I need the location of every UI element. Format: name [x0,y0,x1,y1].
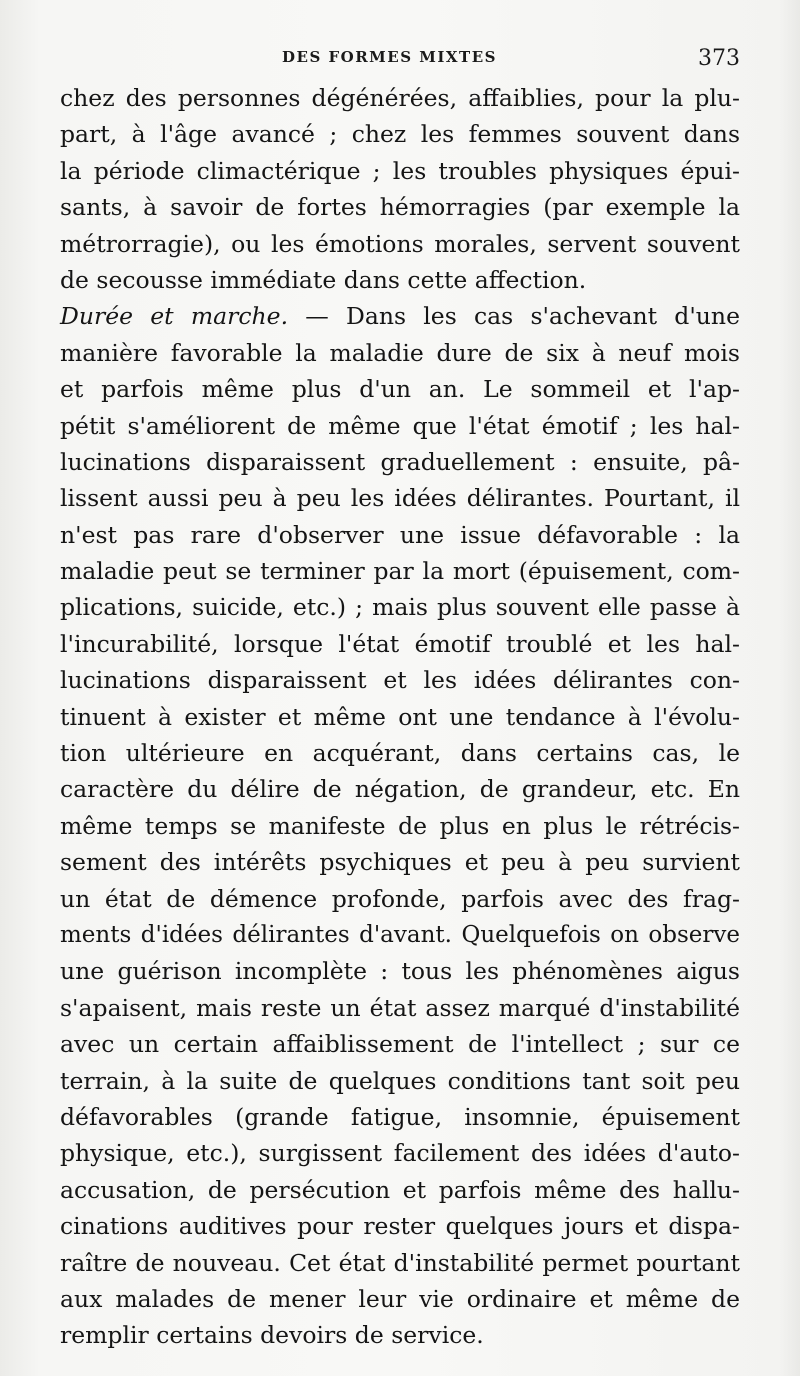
text-line: caractère du délire de négation, de grandeur, etc. En [60,775,740,804]
text-line: l'incurabilité, lorsque l'état émotif troublé et les hal- [60,629,740,658]
text-line: tinuent à exister et même ont une tendance à l'évolu- [60,702,740,731]
text-line: remplir certains devoirs de service. [60,1321,484,1350]
text-line: la période climactérique ; les troubles physiques épui- [60,156,740,185]
text-line: physique, etc.), surgissent facilement des idées d'auto- [60,1139,740,1168]
text-line: accusation, de persécution et parfois même des hallu- [60,1175,740,1204]
text-line: terrain, à la suite de quelques conditions tant soit peu [60,1066,740,1095]
body-text [60,80,740,1354]
text-line: manière favorable la maladie dure de six à neuf mois [60,338,740,367]
section-heading: Durée et marche. [60,302,289,331]
text-line: maladie peut se terminer par la mort (épuisement, com- [60,557,740,586]
text-line: lucinations disparaissent et les idées délirantes con- [60,666,740,695]
text-line: métrorragie), ou les émotions morales, servent souvent [60,229,740,258]
text-line: part, à l'âge avancé ; chez les femmes souvent dans [60,120,740,149]
text-line: sement des intérêts psychiques et peu à peu survient [60,848,740,877]
text-line: lissent aussi peu à peu les idées délirantes. Pourtant, il [60,484,740,513]
running-title: DES FORMES MIXTES [282,48,497,66]
text-line: un état de démence profonde, parfois avec des frag- [60,884,740,913]
text-line: cinations auditives pour rester quelques jours et dispa- [60,1212,740,1241]
text-line: chez des personnes dégénérées, affaiblies, pour la plu- [60,84,740,112]
text-line: une guérison incomplète : tous les phénomènes aigus [60,957,740,986]
text-line: tion ultérieure en acquérant, dans certains cas, le [60,739,740,768]
text-line: n'est pas rare d'observer une issue défavorable : la [60,520,740,549]
section-heading-line [60,298,740,334]
text-line: défavorables (grande fatigue, insomnie, épuisement [60,1102,740,1131]
text-line: et parfois même plus d'un an. Le sommeil et l'ap- [60,375,740,404]
text-line: avec un certain affaiblissement de l'intellect ; sur ce [60,1030,740,1059]
text-line: aux malades de mener leur vie ordinaire et même de [60,1284,740,1313]
running-head [60,46,740,76]
text-line: ments d'idées délirantes d'avant. Quelquefois on observe [60,921,740,948]
text-line: pétit s'améliorent de même que l'état émotif ; les hal- [60,411,740,440]
page-number: 373 [698,46,740,71]
text-line: plications, suicide, etc.) ; mais plus souvent elle passe à [60,593,740,622]
text-line: raître de nouveau. Cet état d'instabilité permet pourtant [60,1248,740,1277]
text-line: s'apaisent, mais reste un état assez marqué d'instabilité [60,993,740,1022]
text-line: lucinations disparaissent graduellement : ensuite, pâ- [60,447,740,476]
text-line: sants, à savoir de fortes hémorragies (par exemple la [60,193,740,222]
text-line: de secousse immédiate dans cette affection. [60,265,587,294]
text-line: même temps se manifeste de plus en plus le rétrécis- [60,811,740,840]
section-heading-rest: — Dans les cas s'achevant d'une [288,302,740,331]
